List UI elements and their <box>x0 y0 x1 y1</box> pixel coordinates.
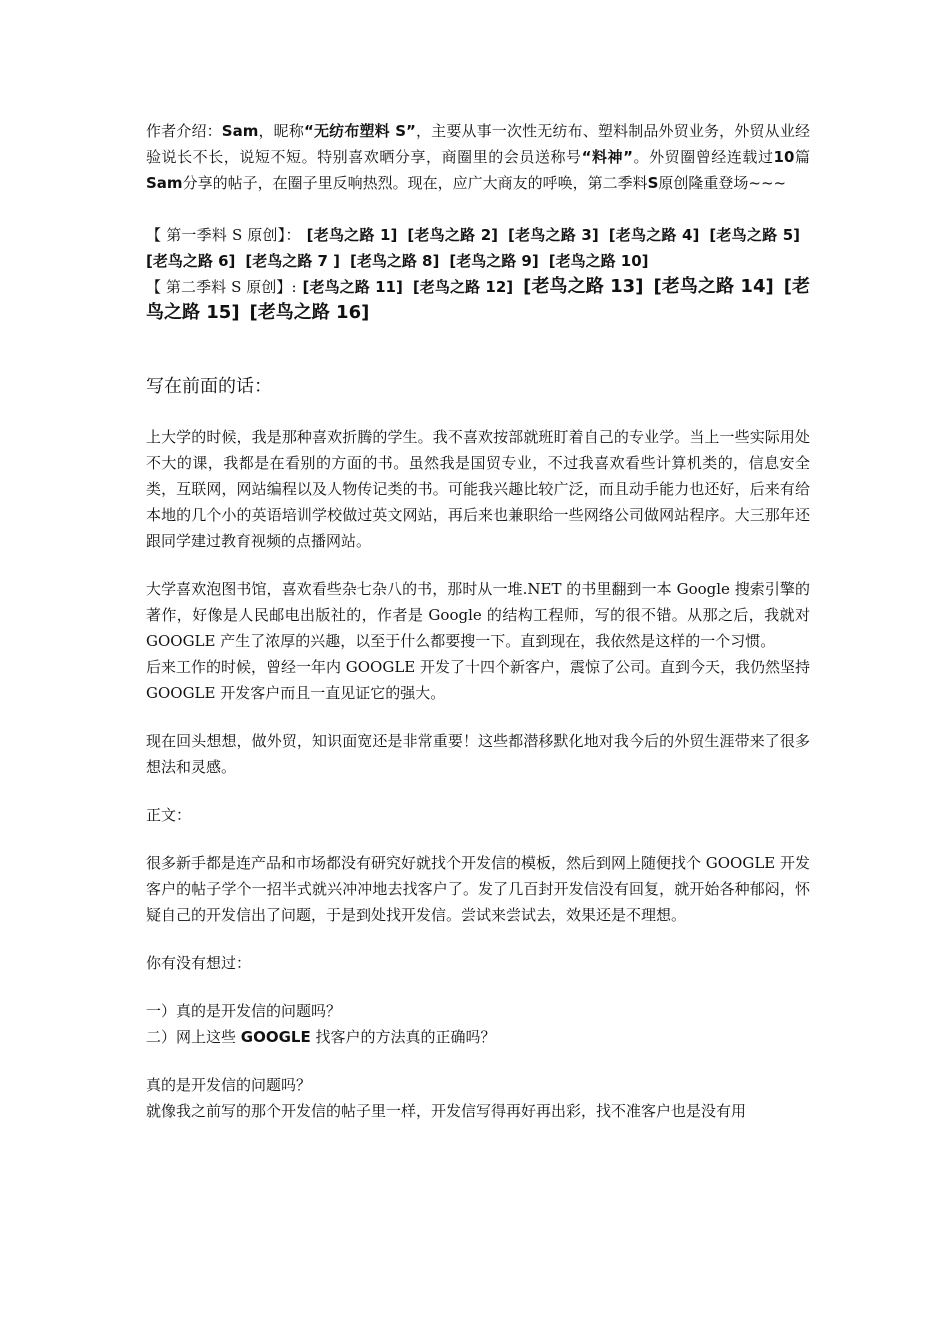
author-name: Sam <box>221 122 259 140</box>
series-link[interactable]: [老鸟之路 1] <box>306 226 398 244</box>
author-title: “料神” <box>581 148 633 166</box>
series-link[interactable]: [老鸟之路 13] <box>523 276 644 297</box>
main-paragraph: 真的是开发信的问题吗？ <box>146 1076 312 1094</box>
author-letter: S <box>647 174 659 192</box>
intro-text: 作者介绍： <box>146 122 222 140</box>
author-nickname: “无纺布塑料 S” <box>304 122 416 140</box>
series-link[interactable]: [老鸟之路 12] <box>412 278 514 296</box>
main-paragraph: 就像我之前写的那个开发信的帖子里一样，开发信写得再好再出彩，找不准客户也是没有用 <box>146 1102 747 1120</box>
series-link[interactable]: [老鸟之路 2] <box>407 226 499 244</box>
post-count: 10 <box>773 148 795 166</box>
preface-paragraph: 大学喜欢泡图书馆，喜欢看些杂七杂八的书，那时从一堆.NET 的书里翻到一本 Google 搜索引擎的著作，好像是人民邮电出版社的，作者是 Google 的结构工程师，写的很不错。从那之后，我就对 GOOGLE 产生了浓厚的兴趣，以至于什么都要搜一下。直到现在，我依然是这样的一个习惯。 <box>146 580 810 650</box>
main-paragraph: 很多新手都是连产品和市场都没有研究好就找个开发信的模板，然后到网上随便找个 GOOGLE 开发客户的帖子学个一招半式就兴冲冲地去找客户了。发了几百封开发信没有回复，就开始各种郁闷，怀疑自己的开发信出了问题，于是到处找开发信。尝试来尝试去，效果还是不理想。 <box>146 854 811 924</box>
season-two-label: 【 第二季料 S 原创】: <box>146 278 297 296</box>
question-intro: 你有没有想过： <box>146 954 252 972</box>
intro-text: 分享的帖子，在圈子里反响热烈。现在，应广大商友的呼唤，第二季料 <box>182 174 648 192</box>
series-link[interactable]: [老鸟之路 14] <box>653 276 774 297</box>
preface-heading: 写在前面的话： <box>146 376 272 397</box>
series-link[interactable]: [老鸟之路 10] <box>548 252 649 270</box>
series-link[interactable]: [老鸟之路 15] <box>146 276 811 323</box>
series-link[interactable]: [老鸟之路 7 ] <box>245 252 340 270</box>
series-link[interactable]: [老鸟之路 8] <box>349 252 440 270</box>
main-heading: 正文： <box>146 806 192 824</box>
series-link[interactable]: [老鸟之路 5] <box>709 226 801 244</box>
preface-paragraph: 现在回头想想，做外贸，知识面宽还是非常重要！这些都潜移默化地对我今后的外贸生涯带来了很多想法和灵感。 <box>146 732 810 776</box>
question-text: 二）网上这些 <box>146 1028 241 1046</box>
author-intro <box>146 118 810 196</box>
intro-text: 。外贸圈曾经连载过 <box>632 148 774 166</box>
season-two-links <box>146 274 810 326</box>
series-link[interactable]: [老鸟之路 6] <box>146 252 236 270</box>
preface-paragraph: 上大学的时候，我是那种喜欢折腾的学生。我不喜欢按部就班盯着自己的专业学。当上一些实际用处不大的课，我都是在看别的方面的书。虽然我是国贸专业，不过我喜欢看些计算机类的，信息安全类，互联网，网站编程以及人物传记类的书。可能我兴趣比较广泛，而且动手能力也还好，后来有给本地的几个小的英语培训学校做过英文网站，再后来也兼职给一些网络公司做网站程序。大三那年还跟同学建过教育视频的点播网站。 <box>146 428 810 550</box>
intro-text: ，主要从事一次性无纺布、塑料制品外贸业务，外贸从业经验说长不长，说短不短。特别喜欢晒分享，商圈里的会员送称号 <box>146 122 810 166</box>
intro-text: 篇 <box>794 148 810 166</box>
intro-text: ，昵称 <box>258 122 304 140</box>
season-one-links <box>146 222 810 274</box>
preface-paragraph: 后来工作的时候，曾经一年内 GOOGLE 开发了十四个新客户，震惊了公司。直到今天，我仍然坚持 GOOGLE 开发客户而且一直见证它的强大。 <box>146 658 811 702</box>
document-page <box>146 118 810 1124</box>
question-item <box>146 1024 810 1050</box>
series-link[interactable]: [老鸟之路 4] <box>608 226 700 244</box>
series-link[interactable]: [老鸟之路 11] <box>302 278 403 296</box>
series-link[interactable]: [老鸟之路 9] <box>449 252 539 270</box>
question-item: 一）真的是开发信的问题吗？ <box>146 1002 342 1020</box>
series-link[interactable]: [老鸟之路 16] <box>249 302 370 323</box>
intro-text: 原创隆重登场~~~ <box>658 174 787 192</box>
series-link[interactable]: [老鸟之路 3] <box>508 226 599 244</box>
season-one-label: 【 第一季料 S 原创】： <box>146 226 301 244</box>
question-text: 找客户的方法真的正确吗？ <box>310 1028 496 1046</box>
question-keyword: GOOGLE <box>240 1028 311 1046</box>
author-name: Sam <box>146 174 183 192</box>
